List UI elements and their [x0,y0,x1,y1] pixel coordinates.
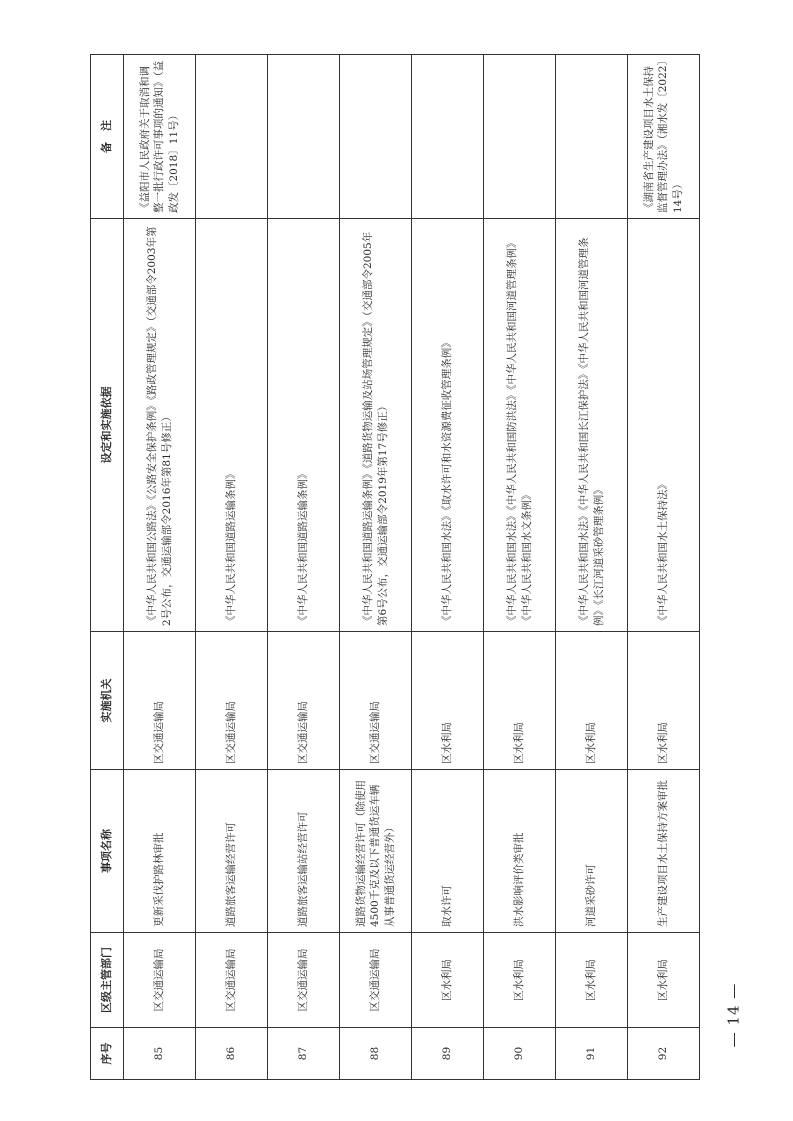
table-row [268,55,340,1080]
row-no: 89 [412,1028,484,1080]
row-name: 河道采砂许可 [556,770,628,933]
row-dept: 区水利局 [556,933,628,1028]
row-name: 更新采伐护路林审批 [124,770,196,933]
row-dept: 区水利局 [412,933,484,1028]
row-name: 道路货物运输经营许可（除使用4500千克及以下普通货运车辆从事普通货运经营外） [340,770,412,933]
row-no: 88 [340,1028,412,1080]
row-no: 87 [268,1028,340,1080]
row-no: 90 [484,1028,556,1080]
row-basis: 《中华人民共和国道路运输条例》《道路货物运输及站场管理规定》（交通部令2005年第6号公布，交通运输部令2019年第17号修正） [340,219,412,632]
table-row [484,55,556,1080]
row-org: 区交通运输局 [124,632,196,770]
row-note [556,55,628,219]
row-no: 85 [124,1028,196,1080]
header-basis: 设定和实施依据 [91,219,124,632]
row-name: 取水许可 [412,770,484,933]
row-basis: 《中华人民共和国水法》《取水许可和水资源费征收管理条例》 [412,219,484,632]
table-row [628,55,700,1080]
page-number [718,960,748,1070]
rotated-table-container [90,55,696,1080]
header-org: 实施机关 [91,632,124,770]
table-row [340,55,412,1080]
header-no: 序号 [91,1028,124,1080]
table-row [412,55,484,1080]
header-name: 事项名称 [91,770,124,933]
row-note [412,55,484,219]
row-org: 区交通运输局 [268,632,340,770]
row-dept: 区交通运输局 [124,933,196,1028]
row-dept: 区交通运输局 [268,933,340,1028]
row-basis: 《中华人民共和国水土保持法》 [628,219,700,632]
header-dept: 区级主管部门 [91,933,124,1028]
row-basis: 《中华人民共和国水法》《中华人民共和国防洪法》《中华人民共和国河道管理条例》《中华人民共和国水文条例》 [484,219,556,632]
row-org: 区水利局 [556,632,628,770]
table-row [196,55,268,1080]
row-org: 区交通运输局 [196,632,268,770]
row-note [484,55,556,219]
row-basis: 《中华人民共和国水法》《中华人民共和国长江保护法》《中华人民共和国河道管理条例》《长江河道采砂管理条例》 [556,219,628,632]
row-name: 道路旅客运输站经营许可 [268,770,340,933]
row-dept: 区交通运输局 [340,933,412,1028]
table-header-row [91,55,124,1080]
table-row [124,55,196,1080]
row-no: 86 [196,1028,268,1080]
row-org: 区交通运输局 [340,632,412,770]
page-number-text: — 14 — [724,982,742,1048]
row-no: 92 [628,1028,700,1080]
row-no: 91 [556,1028,628,1080]
row-org: 区水利局 [412,632,484,770]
row-name: 生产建设项目水土保持方案审批 [628,770,700,933]
row-org: 区水利局 [628,632,700,770]
row-basis: 《中华人民共和国道路运输条例》 [196,219,268,632]
table-row [556,55,628,1080]
row-dept: 区交通运输局 [196,933,268,1028]
row-dept: 区水利局 [484,933,556,1028]
row-name: 道路旅客运输经营许可 [196,770,268,933]
row-basis: 《中华人民共和国道路运输条例》 [268,219,340,632]
header-note: 备 注 [91,55,124,219]
row-note [196,55,268,219]
row-basis: 《中华人民共和国公路法》《公路安全保护条例》《路政管理规定》（交通部令2003年第2号公布，交通运输部令2016年第81号修正） [124,219,196,632]
row-org: 区水利局 [484,632,556,770]
approval-items-table [90,54,700,1080]
row-note [340,55,412,219]
row-dept: 区水利局 [628,933,700,1028]
row-note [268,55,340,219]
row-note: 《湖南省生产建设项目水土保持监督管理办法》（湘水发〔2022〕14号） [628,55,700,219]
row-note: 《益阳市人民政府关于取消和调整一批行政许可事项的通知》（益政发〔2018〕11号） [124,55,196,219]
row-name: 洪水影响评价类审批 [484,770,556,933]
